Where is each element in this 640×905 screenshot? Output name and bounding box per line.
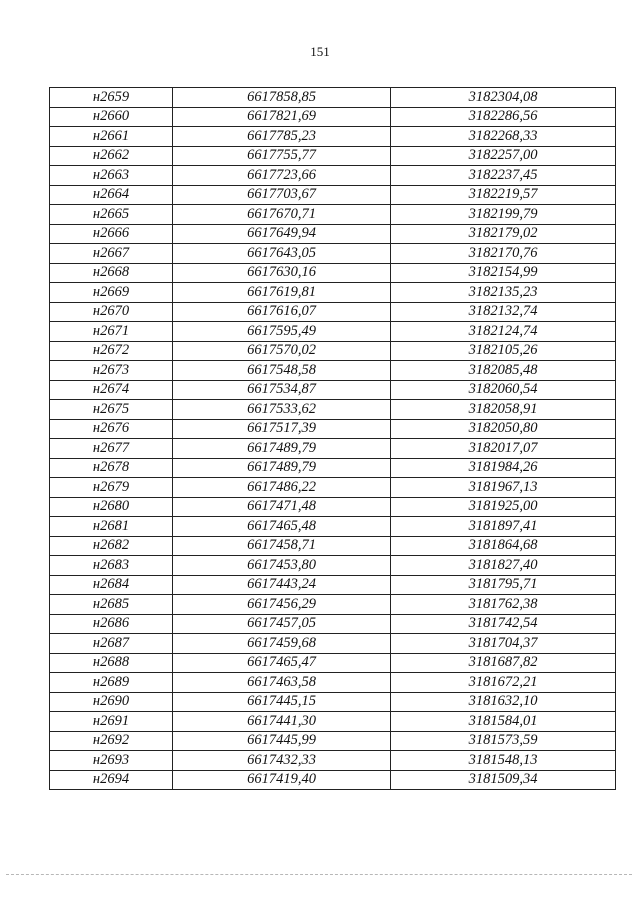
- point-id-cell: н2672: [50, 341, 173, 361]
- point-id-cell: н2693: [50, 751, 173, 771]
- point-id-cell: н2689: [50, 673, 173, 693]
- table-row: [50, 283, 616, 303]
- y-coordinate-cell: 3182286,56: [391, 107, 616, 127]
- point-id-cell: н2678: [50, 458, 173, 478]
- point-id-cell: н2660: [50, 107, 173, 127]
- point-id-cell: н2694: [50, 770, 173, 790]
- y-coordinate-cell: 3182154,99: [391, 263, 616, 283]
- y-coordinate-cell: 3182105,26: [391, 341, 616, 361]
- point-id-cell: н2668: [50, 263, 173, 283]
- table-row: [50, 673, 616, 693]
- x-coordinate-cell: 6617643,05: [173, 244, 391, 264]
- table-row: [50, 556, 616, 576]
- x-coordinate-cell: 6617457,05: [173, 614, 391, 634]
- point-id-cell: н2686: [50, 614, 173, 634]
- y-coordinate-cell: 3182170,76: [391, 244, 616, 264]
- y-coordinate-cell: 3182179,02: [391, 224, 616, 244]
- x-coordinate-cell: 6617445,15: [173, 692, 391, 712]
- y-coordinate-cell: 3181925,00: [391, 497, 616, 517]
- point-id-cell: н2679: [50, 478, 173, 498]
- point-id-cell: н2665: [50, 205, 173, 225]
- point-id-cell: н2690: [50, 692, 173, 712]
- coordinates-table-body: [50, 88, 616, 790]
- x-coordinate-cell: 6617432,33: [173, 751, 391, 771]
- point-id-cell: н2663: [50, 166, 173, 186]
- table-row: [50, 439, 616, 459]
- y-coordinate-cell: 3181762,38: [391, 595, 616, 615]
- point-id-cell: н2667: [50, 244, 173, 264]
- table-row: [50, 575, 616, 595]
- table-row: [50, 595, 616, 615]
- x-coordinate-cell: 6617670,71: [173, 205, 391, 225]
- y-coordinate-cell: 3182237,45: [391, 166, 616, 186]
- point-id-cell: н2682: [50, 536, 173, 556]
- table-row: [50, 380, 616, 400]
- y-coordinate-cell: 3182132,74: [391, 302, 616, 322]
- x-coordinate-cell: 6617463,58: [173, 673, 391, 693]
- x-coordinate-cell: 6617630,16: [173, 263, 391, 283]
- y-coordinate-cell: 3182199,79: [391, 205, 616, 225]
- point-id-cell: н2688: [50, 653, 173, 673]
- x-coordinate-cell: 6617534,87: [173, 380, 391, 400]
- table-row: [50, 205, 616, 225]
- y-coordinate-cell: 3182058,91: [391, 400, 616, 420]
- x-coordinate-cell: 6617858,85: [173, 88, 391, 108]
- table-row: [50, 653, 616, 673]
- table-row: [50, 731, 616, 751]
- x-coordinate-cell: 6617456,29: [173, 595, 391, 615]
- y-coordinate-cell: 3181509,34: [391, 770, 616, 790]
- point-id-cell: н2683: [50, 556, 173, 576]
- y-coordinate-cell: 3182304,08: [391, 88, 616, 108]
- x-coordinate-cell: 6617445,99: [173, 731, 391, 751]
- y-coordinate-cell: 3181897,41: [391, 517, 616, 537]
- y-coordinate-cell: 3182017,07: [391, 439, 616, 459]
- x-coordinate-cell: 6617489,79: [173, 439, 391, 459]
- table-row: [50, 185, 616, 205]
- x-coordinate-cell: 6617703,67: [173, 185, 391, 205]
- table-row: [50, 244, 616, 264]
- y-coordinate-cell: 3182135,23: [391, 283, 616, 303]
- y-coordinate-cell: 3181795,71: [391, 575, 616, 595]
- x-coordinate-cell: 6617441,30: [173, 712, 391, 732]
- y-coordinate-cell: 3182050,80: [391, 419, 616, 439]
- x-coordinate-cell: 6617489,79: [173, 458, 391, 478]
- y-coordinate-cell: 3181573,59: [391, 731, 616, 751]
- x-coordinate-cell: 6617465,47: [173, 653, 391, 673]
- point-id-cell: н2659: [50, 88, 173, 108]
- x-coordinate-cell: 6617548,58: [173, 361, 391, 381]
- point-id-cell: н2669: [50, 283, 173, 303]
- y-coordinate-cell: 3182219,57: [391, 185, 616, 205]
- point-id-cell: н2681: [50, 517, 173, 537]
- point-id-cell: н2687: [50, 634, 173, 654]
- table-row: [50, 614, 616, 634]
- x-coordinate-cell: 6617533,62: [173, 400, 391, 420]
- table-row: [50, 400, 616, 420]
- y-coordinate-cell: 3182268,33: [391, 127, 616, 147]
- point-id-cell: н2692: [50, 731, 173, 751]
- x-coordinate-cell: 6617453,80: [173, 556, 391, 576]
- table-row: [50, 224, 616, 244]
- point-id-cell: н2674: [50, 380, 173, 400]
- table-row: [50, 361, 616, 381]
- x-coordinate-cell: 6617486,22: [173, 478, 391, 498]
- point-id-cell: н2671: [50, 322, 173, 342]
- y-coordinate-cell: 3182257,00: [391, 146, 616, 166]
- table-row: [50, 146, 616, 166]
- point-id-cell: н2676: [50, 419, 173, 439]
- coordinates-table: [49, 87, 616, 790]
- table-row: [50, 536, 616, 556]
- y-coordinate-cell: 3181672,21: [391, 673, 616, 693]
- page-number: 151: [310, 44, 330, 59]
- scan-artifact-line: [6, 874, 632, 875]
- table-row: [50, 302, 616, 322]
- y-coordinate-cell: 3181742,54: [391, 614, 616, 634]
- table-row: [50, 517, 616, 537]
- x-coordinate-cell: 6617723,66: [173, 166, 391, 186]
- point-id-cell: н2685: [50, 595, 173, 615]
- point-id-cell: н2661: [50, 127, 173, 147]
- point-id-cell: н2684: [50, 575, 173, 595]
- point-id-cell: н2691: [50, 712, 173, 732]
- table-row: [50, 770, 616, 790]
- table-row: [50, 341, 616, 361]
- x-coordinate-cell: 6617619,81: [173, 283, 391, 303]
- y-coordinate-cell: 3181967,13: [391, 478, 616, 498]
- table-row: [50, 263, 616, 283]
- table-row: [50, 634, 616, 654]
- point-id-cell: н2662: [50, 146, 173, 166]
- point-id-cell: н2677: [50, 439, 173, 459]
- table-row: [50, 127, 616, 147]
- x-coordinate-cell: 6617517,39: [173, 419, 391, 439]
- x-coordinate-cell: 6617419,40: [173, 770, 391, 790]
- point-id-cell: н2670: [50, 302, 173, 322]
- point-id-cell: н2675: [50, 400, 173, 420]
- x-coordinate-cell: 6617570,02: [173, 341, 391, 361]
- x-coordinate-cell: 6617595,49: [173, 322, 391, 342]
- x-coordinate-cell: 6617465,48: [173, 517, 391, 537]
- x-coordinate-cell: 6617649,94: [173, 224, 391, 244]
- table-row: [50, 322, 616, 342]
- y-coordinate-cell: 3181687,82: [391, 653, 616, 673]
- table-row: [50, 692, 616, 712]
- table-row: [50, 712, 616, 732]
- table-row: [50, 107, 616, 127]
- y-coordinate-cell: 3182124,74: [391, 322, 616, 342]
- table-row: [50, 419, 616, 439]
- table-row: [50, 478, 616, 498]
- x-coordinate-cell: 6617616,07: [173, 302, 391, 322]
- x-coordinate-cell: 6617785,23: [173, 127, 391, 147]
- y-coordinate-cell: 3181864,68: [391, 536, 616, 556]
- table-row: [50, 458, 616, 478]
- y-coordinate-cell: 3182085,48: [391, 361, 616, 381]
- table-row: [50, 751, 616, 771]
- point-id-cell: н2680: [50, 497, 173, 517]
- point-id-cell: н2673: [50, 361, 173, 381]
- table-row: [50, 166, 616, 186]
- x-coordinate-cell: 6617458,71: [173, 536, 391, 556]
- y-coordinate-cell: 3181584,01: [391, 712, 616, 732]
- y-coordinate-cell: 3181632,10: [391, 692, 616, 712]
- x-coordinate-cell: 6617755,77: [173, 146, 391, 166]
- point-id-cell: н2664: [50, 185, 173, 205]
- y-coordinate-cell: 3182060,54: [391, 380, 616, 400]
- y-coordinate-cell: 3181704,37: [391, 634, 616, 654]
- y-coordinate-cell: 3181827,40: [391, 556, 616, 576]
- table-row: [50, 497, 616, 517]
- x-coordinate-cell: 6617471,48: [173, 497, 391, 517]
- y-coordinate-cell: 3181548,13: [391, 751, 616, 771]
- point-id-cell: н2666: [50, 224, 173, 244]
- table-row: [50, 88, 616, 108]
- x-coordinate-cell: 6617459,68: [173, 634, 391, 654]
- x-coordinate-cell: 6617443,24: [173, 575, 391, 595]
- x-coordinate-cell: 6617821,69: [173, 107, 391, 127]
- y-coordinate-cell: 3181984,26: [391, 458, 616, 478]
